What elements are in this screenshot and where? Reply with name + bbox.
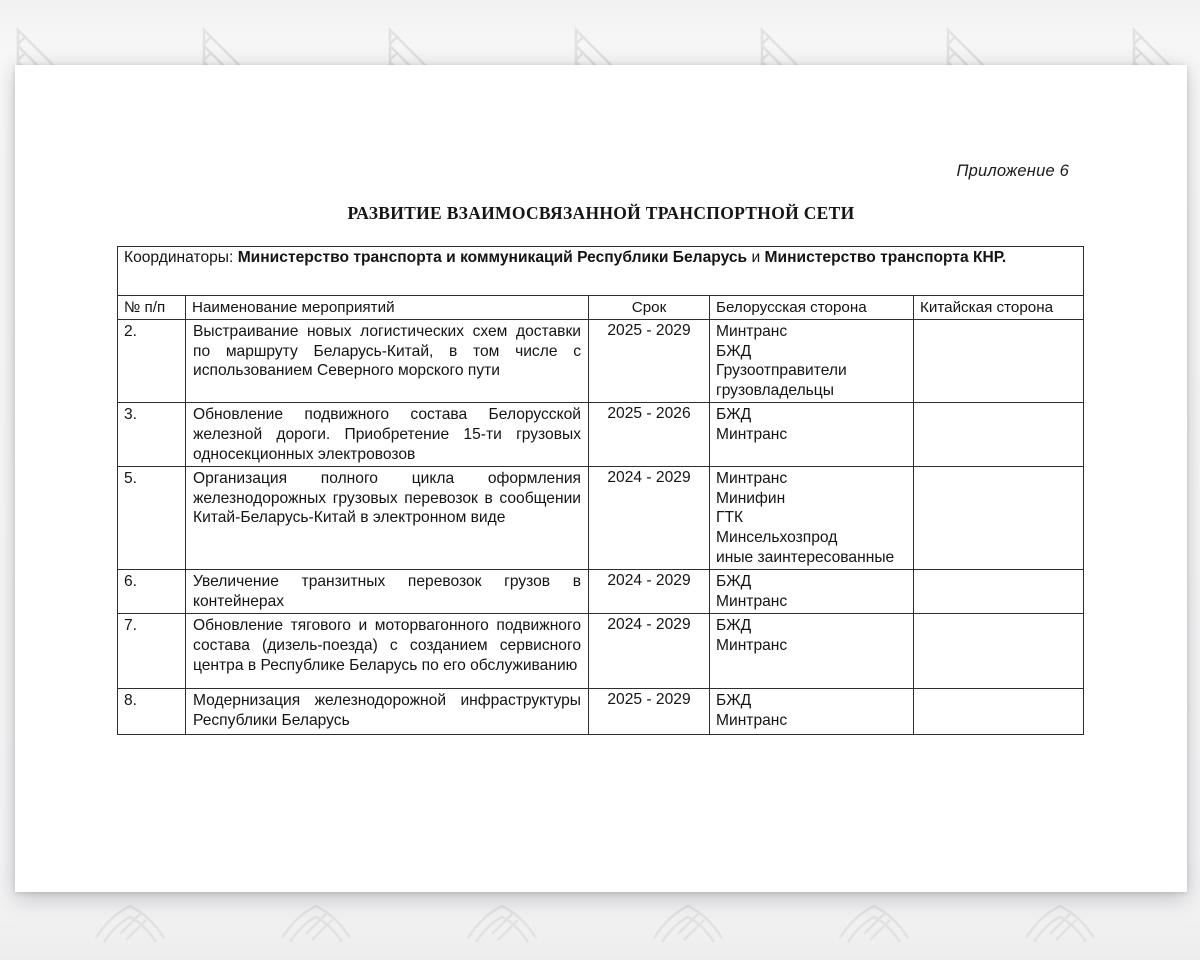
coordinators-cell — [118, 247, 1084, 296]
annex-label: Приложение 6 — [956, 162, 1069, 180]
org-item: Минтранс — [716, 425, 788, 443]
org-item: БЖД — [716, 406, 752, 424]
col-header-china-side: Китайская сторона — [914, 296, 1084, 320]
table-row — [118, 403, 1084, 467]
cell-belarus-side — [710, 403, 914, 467]
cell-belarus-side — [710, 689, 914, 735]
document-page — [15, 65, 1187, 892]
cell-number: 2. — [118, 320, 186, 403]
org-item: БЖД — [716, 692, 752, 710]
col-header-number: № п/п — [118, 296, 186, 320]
table-row — [118, 614, 1084, 689]
org-item: Минтранс — [716, 636, 788, 654]
org-item: ГТК — [716, 509, 744, 527]
table-header-row — [118, 296, 1084, 320]
org-item: БЖД — [716, 342, 752, 360]
coordinator-ministry-china: Министерство транспорта КНР. — [764, 249, 1007, 266]
document-title: РАЗВИТИЕ ВЗАИМОСВЯЗАННОЙ ТРАНСПОРТНОЙ СЕТИ — [347, 203, 855, 223]
org-item: Грузоотправители — [716, 362, 847, 380]
cell-belarus-side — [710, 320, 914, 403]
cell-period: 2024 - 2029 — [589, 570, 710, 614]
coordinators-connector: и — [747, 249, 765, 266]
cell-number: 6. — [118, 570, 186, 614]
cell-measure-name: Обновление тягового и моторвагонного подвижного состава (дизель-поезда) с созданием сервисного центра в Республике Беларусь по его обслуживанию — [186, 614, 589, 689]
coordinator-ministry-belarus: Министерство транспорта и коммуникаций Республики Беларусь — [237, 249, 748, 266]
cell-number: 8. — [118, 689, 186, 735]
cell-belarus-side — [710, 467, 914, 570]
cell-period: 2024 - 2029 — [589, 614, 710, 689]
cell-china-side — [914, 570, 1084, 614]
col-header-belarus-side: Белорусская сторона — [710, 296, 914, 320]
org-item: Минтранс — [716, 711, 788, 729]
table-row — [118, 467, 1084, 570]
cell-number: 3. — [118, 403, 186, 467]
org-item: Минтранс — [716, 592, 788, 610]
cell-belarus-side — [710, 570, 914, 614]
org-item: Минтранс — [716, 323, 788, 340]
cell-china-side — [914, 614, 1084, 689]
cell-measure-name: Модернизация железнодорожной инфраструктуры Республики Беларусь — [186, 689, 589, 735]
table-row — [118, 320, 1084, 403]
cell-number: 7. — [118, 614, 186, 689]
org-item: Минсельхозпрод — [716, 528, 838, 546]
coordinators-prefix: Координаторы: — [124, 249, 238, 266]
cell-belarus-side — [710, 614, 914, 689]
cell-measure-name: Обновление подвижного состава Белорусской железной дороги. Приобретение 15-ти грузовых односекционных электровозов — [186, 403, 589, 467]
cell-period: 2025 - 2029 — [589, 320, 710, 403]
cell-china-side — [914, 689, 1084, 735]
org-item: Минтранс — [716, 470, 788, 488]
org-item: Минифин — [716, 489, 786, 507]
cell-measure-name: Выстраивание новых логистических схем доставки по маршруту Беларусь-Китай, в том числе с использованием Северного морского пути — [186, 320, 589, 403]
table-row — [118, 689, 1084, 735]
cell-number: 5. — [118, 467, 186, 570]
table-row — [118, 570, 1084, 614]
org-item: грузовладельцы — [716, 381, 834, 399]
col-header-period: Срок — [589, 296, 710, 320]
coordinators-row — [118, 247, 1084, 296]
org-item: БЖД — [716, 617, 752, 635]
org-item: БЖД — [716, 573, 752, 591]
cell-measure-name: Организация полного цикла оформления железнодорожных грузовых перевозок в сообщении Китай-Беларусь-Китай в электронном виде — [186, 467, 589, 570]
cell-china-side — [914, 467, 1084, 570]
cell-period: 2025 - 2026 — [589, 403, 710, 467]
cell-china-side — [914, 320, 1084, 403]
col-header-measure-name: Наименование мероприятий — [186, 296, 589, 320]
cell-china-side — [914, 403, 1084, 467]
table-container — [117, 246, 1083, 735]
cell-period: 2025 - 2029 — [589, 689, 710, 735]
cell-measure-name: Увеличение транзитных перевозок грузов в контейнерах — [186, 570, 589, 614]
measures-table — [117, 246, 1084, 735]
cell-period: 2024 - 2029 — [589, 467, 710, 570]
org-item: иные заинтересованные — [716, 548, 895, 566]
